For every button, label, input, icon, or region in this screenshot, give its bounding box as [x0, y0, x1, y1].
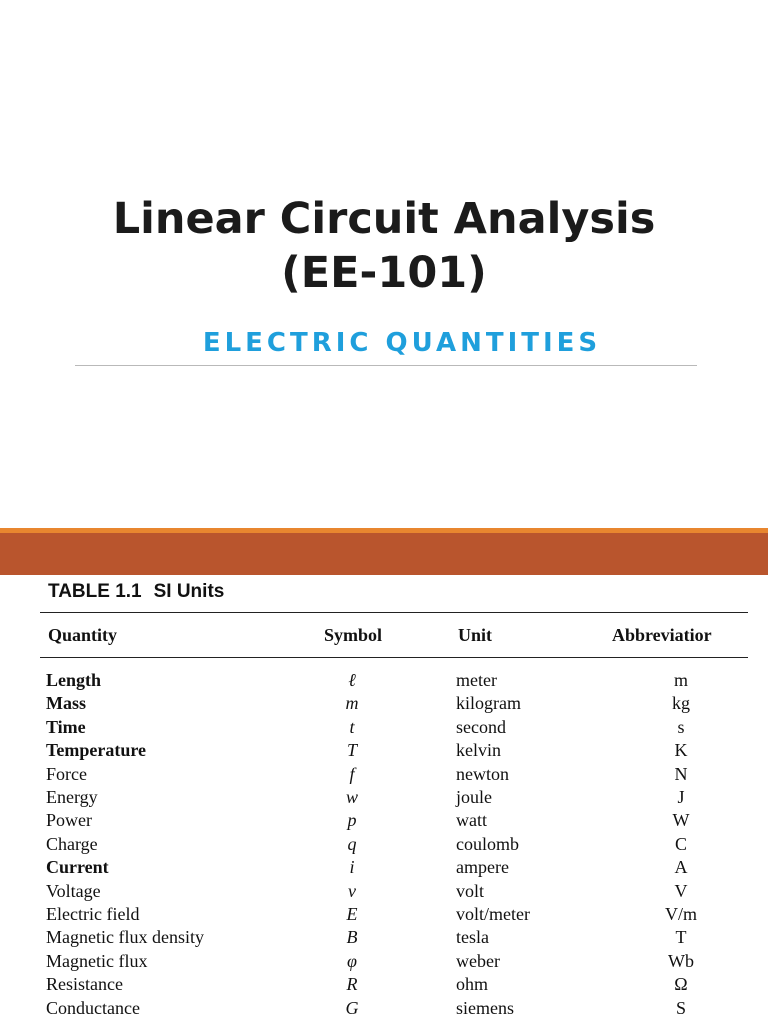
abbreviation-cell: s	[677, 716, 685, 737]
symbol-cell: T	[346, 740, 357, 761]
symbol-cell: f	[349, 763, 355, 784]
table-caption-label: TABLE 1.1	[48, 581, 142, 602]
unit-cell: meter	[456, 670, 497, 690]
abbreviation-cell: m	[673, 670, 688, 690]
unit-cell: coulomb	[456, 833, 519, 854]
unit-cell: kelvin	[456, 740, 501, 761]
si-units-table-image	[0, 575, 768, 1024]
abbreviation-cell: Wb	[668, 950, 694, 971]
table-row	[0, 903, 768, 926]
symbol-cell: B	[346, 927, 358, 948]
quantity-cell: Resistance	[46, 974, 123, 995]
quantity-cell: Magnetic flux	[46, 950, 148, 971]
table-row	[0, 669, 768, 692]
table-row	[0, 739, 768, 762]
table-top-rule	[40, 612, 748, 613]
symbol-cell: i	[349, 857, 355, 878]
symbol-cell: q	[347, 833, 357, 854]
quantity-cell: Time	[46, 716, 86, 737]
header-quantity: Quantity	[48, 625, 118, 645]
abbreviation-cell: W	[672, 810, 690, 831]
unit-cell: volt	[456, 880, 485, 901]
quantity-cell: Current	[46, 857, 109, 878]
table-row	[0, 880, 768, 903]
accent-band	[0, 533, 768, 575]
unit-cell: volt/meter	[456, 904, 530, 924]
quantity-cell: Conductance	[46, 997, 140, 1018]
unit-cell: second	[456, 716, 506, 737]
abbreviation-cell: K	[674, 740, 688, 761]
table-row	[0, 833, 768, 856]
table-caption	[48, 581, 224, 603]
unit-cell: weber	[456, 950, 500, 971]
table-row	[0, 716, 768, 739]
symbol-cell: w	[345, 787, 358, 807]
quantity-cell: Temperature	[46, 740, 146, 761]
header-symbol: Symbol	[324, 625, 383, 645]
quantity-cell: Electric field	[46, 904, 140, 924]
unit-cell: watt	[456, 810, 487, 831]
symbol-cell: p	[347, 810, 357, 831]
symbol-cell: E	[346, 904, 358, 924]
header-bottom-rule	[40, 657, 748, 658]
symbol-cell: ℓ	[348, 670, 356, 690]
unit-cell: joule	[456, 787, 492, 807]
table-row	[0, 950, 768, 973]
symbol-cell: R	[346, 974, 358, 995]
subtitle-divider	[75, 365, 697, 366]
abbreviation-cell: kg	[672, 693, 690, 714]
quantity-cell: Energy	[46, 787, 98, 807]
abbreviation-cell: V	[674, 880, 688, 901]
quantity-cell: Charge	[46, 833, 98, 854]
symbol-cell: m	[345, 693, 359, 714]
table-row	[0, 926, 768, 949]
unit-cell: kilogram	[456, 693, 521, 714]
slide-title	[0, 192, 768, 300]
unit-cell: tesla	[456, 927, 489, 948]
table-row	[0, 763, 768, 786]
unit-cell: ohm	[456, 974, 489, 995]
quantity-cell: Voltage	[46, 880, 101, 901]
abbreviation-cell: Ω	[674, 974, 688, 995]
quantity-cell: Length	[46, 670, 102, 690]
abbreviation-cell: T	[675, 927, 687, 948]
abbreviation-cell: V/m	[664, 904, 697, 924]
table-caption-title: SI Units	[153, 581, 225, 602]
quantity-cell: Mass	[46, 693, 86, 714]
abbreviation-cell: N	[674, 763, 688, 784]
symbol-cell: v	[348, 880, 356, 901]
abbreviation-cell: S	[675, 997, 686, 1018]
quantity-cell: Magnetic flux density	[46, 927, 204, 948]
title-line-2: (EE-101)	[281, 248, 487, 298]
abbreviation-cell: A	[674, 857, 688, 878]
symbol-cell: φ	[347, 950, 357, 971]
quantity-cell: Force	[46, 763, 87, 784]
symbol-cell: G	[345, 997, 359, 1018]
table-row	[0, 856, 768, 879]
abbreviation-cell: C	[674, 833, 687, 854]
table-row	[0, 997, 768, 1020]
quantity-cell: Power	[46, 810, 92, 831]
symbol-cell: t	[349, 716, 355, 737]
table-row	[0, 692, 768, 715]
unit-cell: newton	[456, 763, 509, 784]
table-row	[0, 809, 768, 832]
unit-cell: ampere	[456, 857, 509, 878]
slide-subtitle: ELECTRIC QUANTITIES	[202, 328, 602, 358]
header-unit: Unit	[458, 625, 493, 645]
table-row	[0, 973, 768, 996]
abbreviation-cell: J	[677, 787, 685, 807]
table-row	[0, 786, 768, 809]
header-abbreviation: Abbreviatior	[612, 625, 712, 645]
title-line-1: Linear Circuit Analysis	[112, 194, 656, 244]
unit-cell: siemens	[456, 997, 514, 1018]
